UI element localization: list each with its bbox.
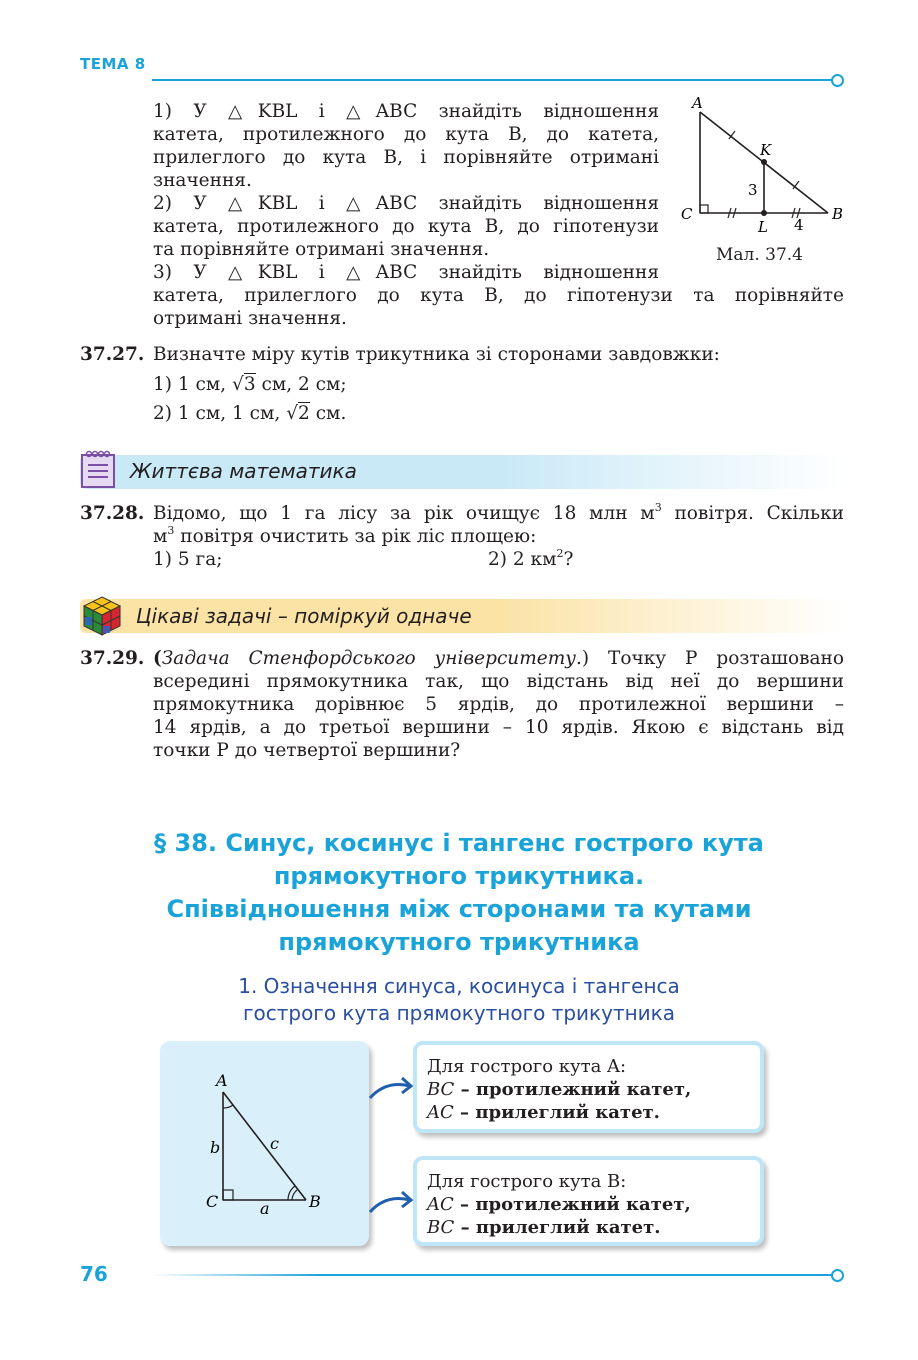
text-line: та порівняйте отримані значення. <box>153 239 490 260</box>
text-line: значення. <box>153 170 252 191</box>
problem-text <box>153 647 844 762</box>
text-line: всередині прямокутника так, що відстань від неї до вершини <box>153 671 844 692</box>
text-line: отримані значення. <box>153 308 347 329</box>
label-a: A <box>216 1071 228 1090</box>
label-l: L <box>758 218 768 232</box>
option-1: 1) 5 га; <box>153 549 223 570</box>
label-a: A <box>692 94 703 112</box>
text-part: Задача Стенфордського університету. <box>161 648 582 669</box>
right-triangle-diagram <box>160 1041 369 1246</box>
superscript: 2 <box>556 547 564 560</box>
text-line: 3) У △KBL і △ABC знайдіть відношення <box>153 262 659 283</box>
side-role: – протилежний катет, <box>454 1079 692 1100</box>
problem-item <box>153 402 346 425</box>
box-line <box>427 1101 760 1124</box>
rubik-cube-icon <box>80 594 124 638</box>
label-a-side: a <box>260 1199 270 1218</box>
sqrt-icon: √ <box>232 374 244 395</box>
section-subtitle <box>0 973 918 1027</box>
text-part: ) Точку P розташовано <box>581 648 844 669</box>
side-name: BC <box>427 1217 455 1238</box>
box-line: Для гострого кута B: <box>427 1171 627 1192</box>
title-line: прямокутного трикутника <box>278 928 640 956</box>
text-line: 1) У △KBL і △ABC знайдіть відношення <box>153 101 659 122</box>
text-line: 14 ярдів, а до третьої вершини – 10 ярдів. Якою є відстань від <box>153 717 844 738</box>
label-b: B <box>309 1192 321 1211</box>
item-text: 2) 1 см, 1 см, <box>153 403 281 424</box>
topic-label: ТЕМА 8 <box>80 55 146 73</box>
text-line: катета, протилежного до кута B, до гіпотенузи <box>153 216 659 237</box>
problem-text <box>153 502 844 525</box>
figure-caption: Мал. 37.4 <box>716 245 804 265</box>
side-name: BC <box>427 1079 455 1100</box>
item-text: см, 2 см; <box>261 374 347 395</box>
label-b-side: b <box>210 1138 221 1157</box>
label-k: K <box>760 141 772 159</box>
box-line <box>427 1216 760 1239</box>
box-line <box>427 1078 760 1101</box>
arrow-icon <box>366 1184 416 1224</box>
sqrt-icon: √ <box>286 403 299 424</box>
box-line: Для гострого кута A: <box>427 1056 627 1077</box>
label-c-side: c <box>270 1134 279 1153</box>
side-name: AC <box>427 1194 454 1215</box>
title-line: Співвідношення між сторонами та кутами <box>166 895 752 923</box>
text-part: ? <box>563 549 574 570</box>
text-line: прямокутника дорівнює 5 ярдів, до протилежної вершини – <box>153 694 844 715</box>
label-c: C <box>206 1192 219 1211</box>
info-box-angle-a <box>413 1041 764 1133</box>
figure-37-4 <box>676 92 856 232</box>
side-role: – прилеглий катет. <box>454 1217 661 1238</box>
superscript: 3 <box>167 524 175 537</box>
side-role: – прилеглий катет. <box>453 1102 660 1123</box>
problem-text: Визначте міру кутів трикутника зі сторонами завдовжки: <box>153 344 720 365</box>
text-line: 2) У △KBL і △ABC знайдіть відношення <box>153 193 659 214</box>
text-line: точки P до четвертої вершини? <box>153 740 461 761</box>
box-line <box>427 1193 760 1216</box>
subtitle-line: гострого кута прямокутного трикутника <box>242 1001 676 1025</box>
text-line: катета, протилежного до кута B, до катета, <box>153 124 659 145</box>
superscript: 3 <box>654 501 662 514</box>
header-rule-end-icon <box>831 74 844 87</box>
text-line: прилеглого до кута B, і порівняйте отримані <box>153 147 659 168</box>
footer-rule-end-icon <box>831 1269 844 1282</box>
banner-title: Цікаві задачі – поміркуй одначе <box>136 604 472 628</box>
option-2 <box>488 548 573 571</box>
problem-item <box>153 373 347 396</box>
text-part: повітря очистить за рік ліс площею: <box>174 526 537 547</box>
radicand: 3 <box>243 374 256 395</box>
section-title <box>0 827 918 959</box>
item-text: см. <box>315 403 347 424</box>
side-role: – протилежний катет, <box>453 1194 691 1215</box>
footer-rule <box>152 1274 832 1276</box>
problem-number: 37.27. <box>80 344 145 365</box>
text-part: м <box>153 526 168 547</box>
label-4: 4 <box>794 216 804 232</box>
subtitle-line: 1. Означення синуса, косинуса і тангенса <box>238 974 680 998</box>
problem-number: 37.28. <box>80 503 145 524</box>
label-b: B <box>832 205 844 223</box>
problem-text <box>153 525 536 548</box>
title-line: прямокутного трикутника. <box>273 862 645 890</box>
problem-number: 37.29. <box>80 648 145 669</box>
text-line: катета, прилеглого до кута B, до гіпотенузи та порівняйте <box>153 285 844 306</box>
page-number: 76 <box>80 1262 108 1286</box>
banner-title: Життєва математика <box>130 459 357 483</box>
label-3: 3 <box>748 181 758 199</box>
text-part: повітря. Скільки <box>661 503 844 524</box>
radicand: 2 <box>298 403 310 424</box>
side-name: AC <box>427 1102 454 1123</box>
info-box-angle-b <box>413 1156 764 1246</box>
text-part: 2) 2 км <box>488 549 557 570</box>
label-c: C <box>681 205 693 223</box>
arrow-icon <box>366 1070 416 1110</box>
item-text: 1) 1 см, <box>153 374 227 395</box>
title-line: § 38. Синус, косинус і тангенс гострого кута <box>154 829 764 857</box>
text-part: ( <box>153 648 162 669</box>
header-rule <box>152 79 832 81</box>
text-part: Відомо, що 1 га лісу за рік очищує 18 млн м <box>153 503 655 524</box>
text-line <box>153 647 844 670</box>
notepad-icon <box>80 449 118 491</box>
